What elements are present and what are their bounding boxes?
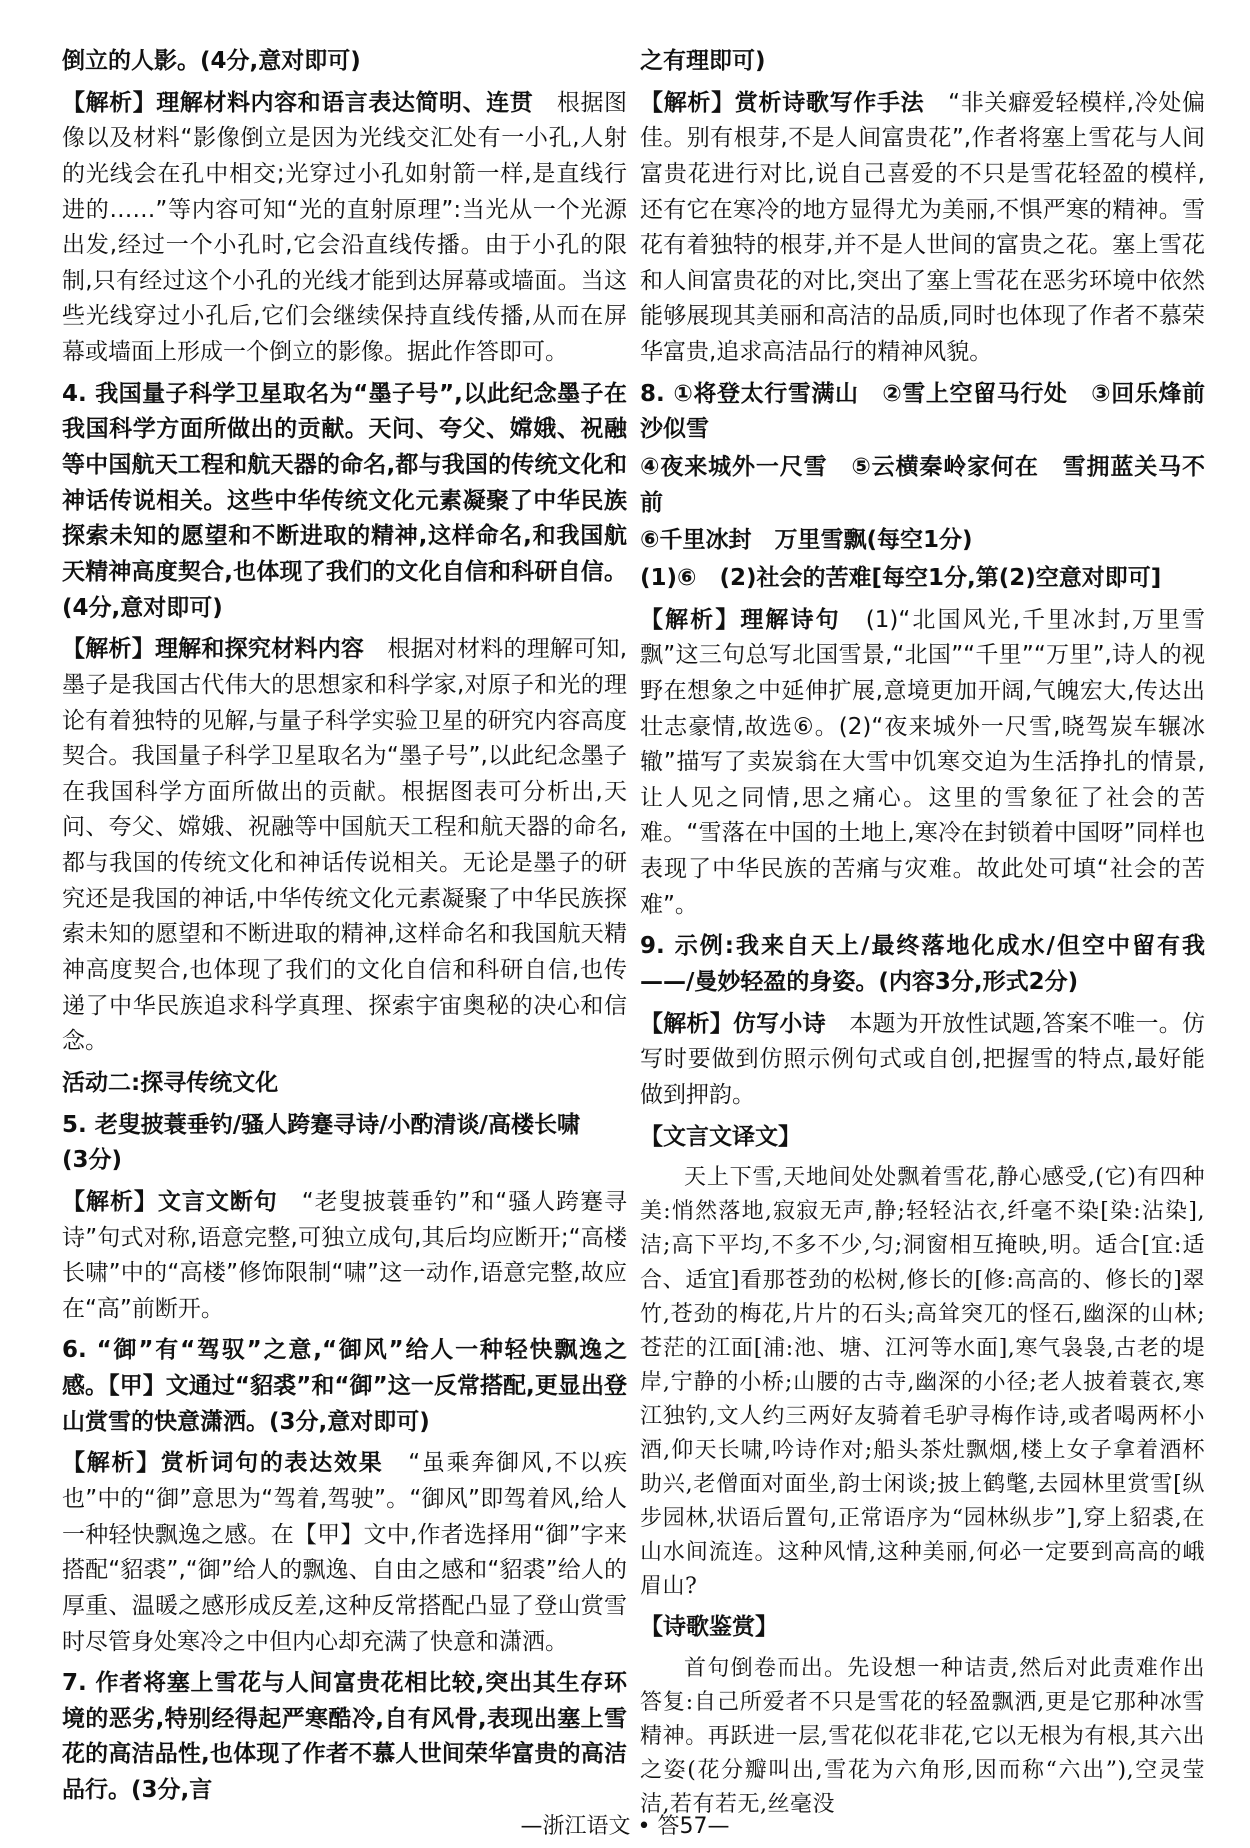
right-column [640, 44, 1205, 1829]
analysis-tag: 【解析】理解材料内容和语言表达简明、连贯 [62, 89, 534, 116]
page-footer: —浙江语文 • 答57— [520, 1814, 730, 1839]
analysis-text: (1)“北国风光,千里冰封,万里雪飘”这三句总写北国雪景,“北国”“千里”“万里”,诗人的视野在想象之中延伸扩展,意境更加开阔,气魄宏大,传达出壮志豪情,故选⑥。(2)“夜来城外一尺雪,晓驾炭车辗冰辙”描写了卖炭翁在大雪中饥寒交迫为生活挣扎的情景,让人见之同情,思之痛心。这里的雪象征了社会的苦难。“雪落在中国的土地上,寒冷在封锁着中国呀”同样也表现了中华民族的苦痛与灾难。故此处可填“社会的苦难”。 [640, 606, 1205, 918]
answer-8-line4: (1)⑥ (2)社会的苦难[每空1分,第(2)空意对即可] [640, 564, 1162, 591]
poem-appreciation-title: 【诗歌鉴赏】 [640, 1614, 778, 1641]
answer-5-score: (3分) [62, 1147, 123, 1174]
analysis-text: “虽乘奔御风,不以疾也”中的“御”意思为“驾着,驾驶”。“御风”即驾着风,给人一种轻快飘逸之感。在【甲】文中,作者选择用“御”字来搭配“貂裘”,“御”给人的飘逸、自由之感和“貂裘”给人的厚重、温暖之感形成反差,这种反常搭配凸显了登山赏雪时尽管身处寒冷之中但内心却充满了快意和潇洒。 [62, 1450, 628, 1655]
analysis-tag: 【解析】理解和探究材料内容 [62, 636, 365, 663]
answer-8-line2: ④夜来城外一尺雪 ⑤云横秦岭家何在 雪拥蓝关马不前 [640, 454, 1205, 516]
activity-2-title: 活动二:探寻传统文化 [62, 1069, 279, 1096]
answer-4: 4. 我国量子科学卫星取名为“墨子号”,以此纪念墨子在我国科学方面所做出的贡献。天问、夸父、嫦娥、祝融等中国航天工程和航天器的命名,都与我国的传统文化和神话传说相关。这些中华传统文化元素凝聚了中华民族探索未知的愿望和不断进取的精神,这样命名,和我国航天精神高度契合,也体现了我们的文化自信和科研自信。(4分,意对即可) [62, 380, 627, 621]
answer-8-line1: 8. ①将登太行雪满山 ②雪上空留马行处 ③回乐烽前沙似雪 [640, 380, 1205, 443]
analysis-tag: 【解析】文言文断句 [62, 1188, 278, 1215]
answer-9: 9. 示例:我来自天上/最终落地化成水/但空中留有我——/曼妙轻盈的身姿。(内容3分,形式2分) [640, 933, 1205, 996]
translation-text: 天上下雪,天地间处处飘着雪花,静心感受,(它)有四种美:悄然落地,寂寂无声,静;轻轻沾衣,纤毫不染[染:沾染],洁;高下平均,不多不少,匀;洞窗相互掩映,明。适合[宜:适合、适宜]看那苍劲的松树,修长的[修:高高的、修长的]翠竹,苍劲的梅花,片片的石头;高耸突兀的怪石,幽深的山林;苍茫的江面[浦:池、塘、江河等水面],寒气袅袅,古老的堤岸,宁静的小桥;山腰的古寺,幽深的小径;老人披着蓑衣,寒江独钓,文人约三两好友骑着毛驴寻梅作诗,或者喝两杯小酒,仰天长啸,吟诗作对;船头茶灶飘烟,楼上女子拿着酒杯助兴,老僧面对面坐,韵士闲谈;披上鹤氅,去园林里赏雪[纵步园林,状语后置句,正常语序为“园林纵步”],穿上貂裘,在山水间流连。这种风情,这种美丽,何必一定要到高高的峨眉山? [640, 1165, 1205, 1600]
answer-6: 6. “御”有“驾驭”之意,“御风”给人一种轻快飘逸之感。【甲】文通过“貂裘”和“御”这一反常搭配,更显出登山赏雪的快意潇洒。(3分,意对即可) [62, 1337, 627, 1435]
analysis-text: “非关癖爱轻模样,冷处偏佳。别有根芽,不是人间富贵花”,作者将塞上雪花与人间富贵花进行对比,说自己喜爱的不只是雪花轻盈的模样,还有它在寒冷的地方显得尤为美丽,不惧严寒的精神。雪花有着独特的根芽,并不是人世间的富贵之花。塞上雪花和人间富贵花的对比,突出了塞上雪花在恶劣环境中依然能够展现其美丽和高洁的品质,同时也体现了作者不慕荣华富贵,追求高洁品行的精神风貌。 [640, 89, 1206, 366]
analysis-8 [640, 603, 1205, 924]
answer-7-end: 之有理即可) [640, 48, 766, 74]
answer-7: 7. 作者将塞上雪花与人间富贵花相比较,突出其生存环境的恶劣,特别经得起严寒酷冷,自有风骨,表现出塞上雪花的高洁品性,也体现了作者不慕人世间荣华富贵的高洁品行。(3分,言 [62, 1670, 627, 1804]
analysis-4 [62, 632, 627, 1060]
answer-5: 5. 老叟披蓑垂钓/骚人跨蹇寻诗/小酌清谈/高楼长啸 [62, 1111, 580, 1138]
analysis-7 [640, 86, 1205, 371]
analysis-text: 根据图像以及材料“影像倒立是因为光线交汇处有一小孔,人射的光线会在孔中相交;光穿过小孔如射箭一样,是直线行进的……”等内容可知“光的直射原理”:当光从一个光源出发,经过一个小孔时,它会沿直线传播。由于小孔的限制,只有经过这个小孔的光线才能到达屏幕或墙面。当这些光线穿过小孔后,它们会继续保持直线传播,从而在屏幕或墙面上形成一个倒立的影像。据此作答即可。 [62, 89, 628, 366]
analysis-text: 根据对材料的理解可知,墨子是我国古代伟大的思想家和科学家,对原子和光的理论有着独特的见解,与量子科学实验卫星的研究内容高度契合。我国量子科学卫星取名为“墨子号”,以此纪念墨子在我国科学方面所做出的贡献。根据图表可分析出,天问、夸父、嫦娥、祝融等中国航天工程和航天器的命名,都与我国的传统文化和神话传说相关。无论是墨子的研究还是我国的神话,中华传统文化元素凝聚了中华民族探索未知的愿望和不断进取的精神,这样命名和我国航天精神高度契合,也体现了我们的文化自信和科研自信,也传递了中华民族追求科学真理、探索宇宙奥秘的决心和信念。 [62, 636, 628, 1055]
analysis-tag: 【解析】赏析诗歌写作手法 [640, 89, 925, 116]
poem-appreciation-text: 首句倒卷而出。先设想一种诘责,然后对此责难作出答复:自己所爱者不只是雪花的轻盈飘洒,更是它那种冰雪精神。再跃进一层,雪花似花非花,它以无根为有根,其六出之姿(花分瓣叫出,雪花为六角形,因而称“六出”),空灵莹洁,若有若无,丝毫没 [640, 1656, 1205, 1818]
analysis-5 [62, 1185, 627, 1328]
translation-title: 【文言文译文】 [640, 1123, 801, 1150]
left-column [62, 44, 627, 1815]
analysis-tag: 【解析】理解诗句 [640, 606, 841, 633]
answer-8-line3: ⑥千里冰封 万里雪飘(每空1分) [640, 527, 973, 554]
answer-3-end: 倒立的人影。(4分,意对即可) [62, 48, 361, 74]
analysis-tag: 【解析】赏析词句的表达效果 [62, 1450, 384, 1477]
analysis-tag: 【解析】仿写小诗 [640, 1010, 826, 1037]
analysis-text: “老叟披蓑垂钓”和“骚人跨蹇寻诗”句式对称,语意完整,可独立成句,其后均应断开;“高楼长啸”中的“高楼”修饰限制“啸”这一动作,语意完整,故应在“高”前断开。 [62, 1188, 627, 1322]
analysis-9 [640, 1007, 1205, 1114]
analysis-text: 本题为开放性试题,答案不唯一。仿写时要做到仿照示例句式或自创,把握雪的特点,最好能做到押韵。 [640, 1010, 1206, 1108]
analysis-6 [62, 1446, 627, 1660]
analysis-3 [62, 86, 627, 371]
